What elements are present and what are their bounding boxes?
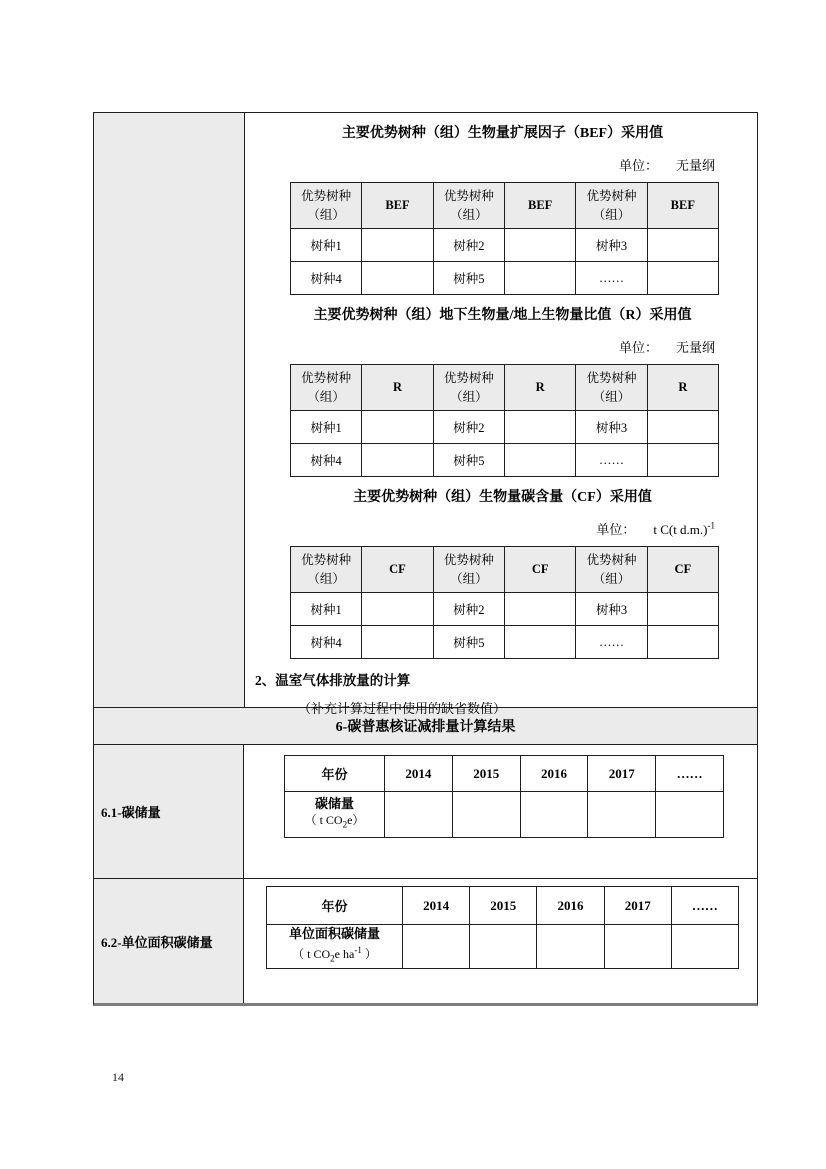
form-sheet (93, 112, 758, 1006)
metric-unit (292, 942, 377, 967)
species-header-cell (576, 183, 647, 229)
bef-table-title: 主要优势树种（组）生物量扩展因子（BEF）采用值 (341, 126, 664, 141)
value-cell-empty (648, 626, 719, 659)
area-carbon-stock-content (244, 879, 757, 1003)
species-header-cell (434, 547, 505, 593)
species-cell: 树种4 (291, 262, 362, 295)
species-cell: …… (576, 444, 647, 477)
carbon-stock-table (284, 755, 724, 838)
species-header-line1: 优势树种 (586, 552, 637, 567)
species-header-line2: （组） (592, 389, 631, 404)
species-cell: 树种5 (434, 262, 505, 295)
year-header-cell: 2017 (588, 756, 656, 792)
species-header-cell (291, 365, 362, 411)
unit-prefix-label: 单位： (618, 340, 658, 355)
metric-name: 碳储量 (314, 796, 354, 812)
cf-unit-superscript: -1 (707, 520, 715, 531)
value-cell-empty (362, 411, 433, 444)
metric-unit-subscript: 2 (330, 953, 335, 964)
year-header-cell: 2016 (537, 887, 604, 925)
bef-table-section (245, 113, 757, 295)
value-cell-empty (648, 411, 719, 444)
species-cell: 树种3 (576, 411, 647, 444)
metric-name: 单位面积碳储量 (288, 926, 380, 942)
species-cell: 树种5 (434, 626, 505, 659)
value-cell-empty (521, 792, 589, 838)
species-cell: 树种1 (291, 593, 362, 626)
value-cell-empty (470, 925, 537, 969)
cf-table-section (245, 477, 757, 659)
species-header-line2: （组） (450, 389, 488, 404)
species-header-line1: 优势树种 (301, 370, 352, 385)
year-header-cell: 2014 (403, 887, 470, 925)
bef-unit-note (245, 155, 757, 174)
species-cell: 树种2 (434, 593, 505, 626)
year-header-cell: 2015 (453, 756, 521, 792)
result-row-carbon-stock (94, 744, 757, 878)
results-section-header: 6-碳普惠核证减排量计算结果 (94, 707, 757, 744)
species-header-line1: 优势树种 (443, 552, 494, 567)
value-cell-empty (672, 925, 739, 969)
value-cell-empty (505, 626, 576, 659)
value-cell-empty (505, 262, 576, 295)
value-cell-empty (362, 444, 433, 477)
cf-value-header-cell: CF (505, 547, 576, 593)
species-header-line1: 优势树种 (443, 188, 494, 203)
species-cell: 树种2 (434, 229, 505, 262)
species-cell: 树种4 (291, 626, 362, 659)
bef-unit-value: 无量纲 (675, 158, 715, 173)
species-header-line2: （组） (450, 571, 488, 586)
metric-unit-part: （ t CO (292, 947, 331, 962)
value-cell-empty (537, 925, 604, 969)
year-header-cell: 2017 (605, 887, 672, 925)
bef-table (290, 182, 719, 295)
value-cell-empty (588, 792, 656, 838)
bef-value-header-cell: BEF (648, 183, 719, 229)
r-value-header-cell: R (505, 365, 576, 411)
species-cell: 树种3 (576, 593, 647, 626)
area-carbon-stock-table (266, 886, 739, 969)
r-table (290, 364, 719, 477)
species-header-line2: （组） (592, 207, 631, 222)
species-cell: 树种1 (291, 411, 362, 444)
metric-unit-part: e ha (334, 947, 355, 962)
value-cell-empty (648, 262, 719, 295)
species-cell: 树种1 (291, 229, 362, 262)
value-cell-empty (385, 792, 453, 838)
cf-value-header-cell: CF (362, 547, 433, 593)
species-header-line1: 优势树种 (301, 552, 352, 567)
value-cell-empty (656, 792, 724, 838)
species-header-cell (434, 365, 505, 411)
value-cell-empty (453, 792, 521, 838)
area-carbon-stock-metric-cell (267, 925, 403, 969)
metric-unit-superscript: -1 (354, 945, 362, 956)
left-label-column-empty (94, 113, 245, 707)
species-cell: …… (576, 626, 647, 659)
carbon-stock-content (244, 745, 757, 878)
year-header-cell: …… (656, 756, 724, 792)
metric-unit-part: ） (361, 947, 377, 962)
parameters-row (94, 113, 757, 716)
species-header-line2: （组） (307, 207, 345, 222)
result-row-area-carbon-stock (94, 878, 757, 1003)
r-table-title: 主要优势树种（组）地下生物量/地上生物量比值（R）采用值 (313, 308, 692, 323)
metric-unit-part: e） (347, 813, 365, 828)
species-header-line2: （组） (307, 389, 345, 404)
bef-value-header-cell: BEF (362, 183, 433, 229)
year-header-cell: 2014 (385, 756, 453, 792)
bef-value-header-cell: BEF (505, 183, 576, 229)
year-header-cell: 2015 (470, 887, 537, 925)
metric-unit-subscript: 2 (342, 819, 348, 830)
value-cell-empty (505, 444, 576, 477)
species-header-line2: （组） (450, 207, 488, 222)
species-header-cell (291, 547, 362, 593)
r-unit-value: 无量纲 (675, 340, 715, 355)
r-value-header-cell: R (648, 365, 719, 411)
value-cell-empty (362, 626, 433, 659)
value-cell-empty (505, 593, 576, 626)
r-table-section (245, 295, 757, 477)
species-header-cell (434, 183, 505, 229)
unit-prefix-label: 单位： (596, 522, 636, 537)
carbon-stock-metric-cell (285, 792, 385, 838)
species-header-line1: 优势树种 (443, 370, 494, 385)
cf-table (290, 546, 719, 659)
value-cell-empty (403, 925, 470, 969)
r-unit-note (245, 337, 757, 356)
r-value-header-cell: R (362, 365, 433, 411)
species-header-line1: 优势树种 (586, 188, 637, 203)
year-header-cell: …… (672, 887, 739, 925)
value-cell-empty (505, 229, 576, 262)
year-header-cell: 年份 (285, 756, 385, 792)
metric-unit-part: （ t CO (304, 813, 343, 828)
carbon-stock-row-label: 6.1-碳储量 (94, 745, 244, 878)
species-header-cell (576, 547, 647, 593)
cf-table-title: 主要优势树种（组）生物量碳含量（CF）采用值 (353, 490, 652, 505)
species-header-line1: 优势树种 (301, 188, 352, 203)
species-cell: 树种5 (434, 444, 505, 477)
value-cell-empty (648, 229, 719, 262)
parameters-content (245, 113, 757, 716)
species-header-cell (291, 183, 362, 229)
cf-value-header-cell: CF (648, 547, 719, 593)
area-carbon-stock-row-label: 6.2-单位面积碳储量 (94, 879, 244, 1003)
ghg-calculation-heading: 2、温室气体排放量的计算 (255, 673, 411, 688)
species-header-line2: （组） (307, 571, 345, 586)
metric-unit (305, 812, 365, 833)
value-cell-empty (605, 925, 672, 969)
page-number: 14 (112, 1070, 124, 1084)
value-cell-empty (505, 411, 576, 444)
species-header-line2: （组） (592, 571, 631, 586)
year-header-cell: 年份 (267, 887, 403, 925)
year-header-cell: 2016 (521, 756, 589, 792)
cf-unit-value: t C(t d.m.) (653, 522, 708, 537)
value-cell-empty (648, 444, 719, 477)
species-header-line1: 优势树种 (586, 370, 637, 385)
value-cell-empty (362, 262, 433, 295)
value-cell-empty (648, 593, 719, 626)
species-cell: 树种4 (291, 444, 362, 477)
species-cell: 树种3 (576, 229, 647, 262)
ghg-calculation-note: （补充计算过程中使用的缺省数值） (298, 701, 507, 716)
value-cell-empty (362, 593, 433, 626)
cf-unit-note (245, 519, 757, 538)
unit-prefix-label: 单位： (618, 158, 658, 173)
species-cell: …… (576, 262, 647, 295)
species-header-cell (576, 365, 647, 411)
value-cell-empty (362, 229, 433, 262)
species-cell: 树种2 (434, 411, 505, 444)
